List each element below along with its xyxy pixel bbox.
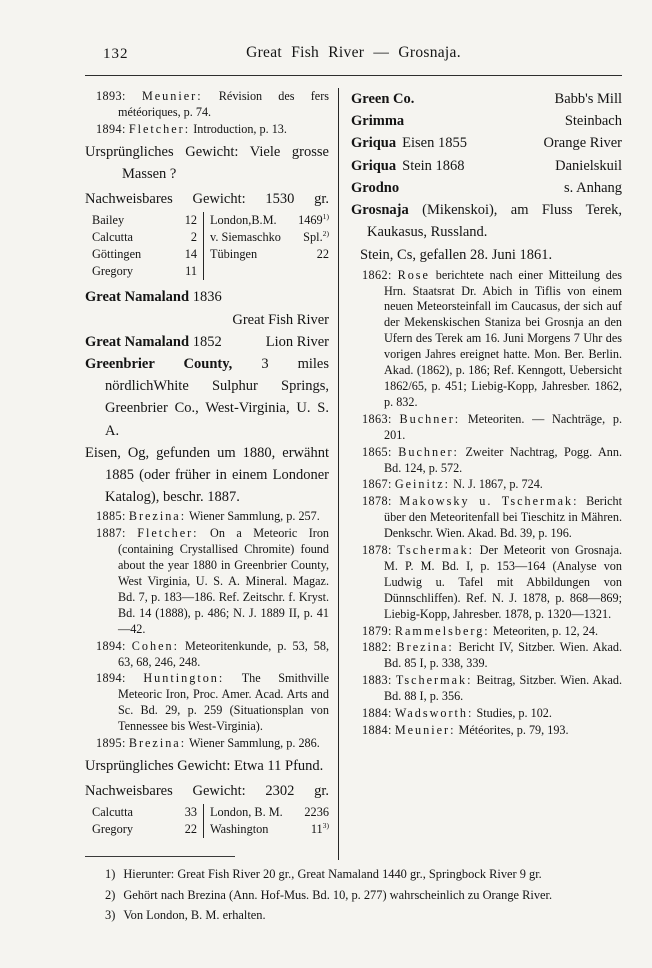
bib-year: 1883: <box>362 673 392 688</box>
bib-year: 1878: <box>362 494 392 509</box>
locality-headword: Grimma <box>351 113 405 130</box>
collection-weight: 1469$^{1)}$ <box>298 212 329 228</box>
footnote-number: 1) <box>105 867 116 881</box>
footnote-marker: 1) <box>322 212 329 222</box>
bib-entry <box>85 122 329 138</box>
bib-text: Bericht über den Meteoritenfall bei Tieschitz in Mähren. Denkschr. Wien. Akad. Bd. 39, p. 196. <box>384 494 622 541</box>
collection-name: London, B. M. <box>210 805 283 820</box>
collection-table <box>85 212 329 280</box>
locality-headline <box>85 286 329 308</box>
weight-line <box>85 141 329 185</box>
collection-weight: 14 <box>184 247 197 262</box>
locality-entry <box>351 132 622 154</box>
bib-author: Buchner: <box>398 444 459 459</box>
footnote <box>85 864 625 885</box>
page-number: 132 <box>103 46 129 62</box>
collection-weight: 12 <box>184 213 197 228</box>
locality-headline <box>351 132 467 154</box>
locality-headline <box>85 331 222 353</box>
collection-name: Calcutta <box>92 230 133 245</box>
locality-location: s. Anhang <box>564 179 622 196</box>
bib-entry <box>351 477 622 493</box>
footnote-number: 2) <box>105 887 116 902</box>
bib-text: N. J. 1867, p. 724. <box>453 477 543 492</box>
bib-entry <box>351 624 622 640</box>
collection-weight: 33 <box>184 805 197 820</box>
collection-name: Washington <box>210 822 269 837</box>
bib-author: Meunier: <box>141 89 203 103</box>
locality-headline <box>351 155 465 177</box>
locality-description: Eisen, Og, gefunden um 1880, erwähnt 1885 (oder früher in einem Londoner Katalog), beschr. 1887. <box>85 444 329 506</box>
footnote <box>85 905 625 926</box>
bib-year: 1863: <box>362 411 392 426</box>
locality-description: (Mikenskoi), am Fluss Terek, Kaukasus, Russland. <box>367 202 622 241</box>
bib-year: 1894: <box>96 638 126 653</box>
locality-qualifier: Stein 1868 <box>402 157 465 174</box>
locality-location: Babb's Mill <box>554 91 622 107</box>
locality-location: Danielskuil <box>555 157 622 174</box>
bib-text: Meteoriten, p. 12, 24. <box>492 623 598 638</box>
bib-year: 1885: <box>96 509 126 524</box>
locality-description: 3 miles nördlichWhite Sulphur Springs, Greenbrier Co., West-Virginia, U. S. A. <box>105 355 329 439</box>
weight-line <box>85 188 329 210</box>
locality-headword: Grosnaja <box>351 202 409 219</box>
collection-weight: 11 <box>185 264 197 279</box>
left-column <box>85 88 339 860</box>
running-title: Great Fish River — Grosnaja. <box>246 44 461 61</box>
bib-text: On a Meteoric Iron (containing Crystallised Chromite) found about the year 1880 in Greenbrier County, West Virginia, U. S. A. Mineral. Magaz. Bd. 7, p. 183—186. Ref. Zeitschr. f. Kryst. Bd. 14 (1888), p. 486; N. J. 1889 II, p. 41—42. <box>118 526 330 636</box>
bib-author: Rammelsberg: <box>394 623 490 638</box>
bib-text: Introduction, p. 13. <box>193 121 287 136</box>
bib-text: Der Meteorit von Grosnaja. M. P. M. Bd. I, p. 153—164 (Analyse von Ludwig u. Tafel mit Abbildungen von Dünnschliffen). Ref. N. J. 1878, p. 868—869; Liebig-Kopp, Jahresber. 1878, p. 1320—1321. <box>384 543 622 621</box>
footnote-number: 3) <box>105 908 116 923</box>
bib-entry <box>351 412 622 444</box>
locality-headline <box>351 110 404 132</box>
fall-info-line: Stein, Cs, gefallen 28. Juni 1861. <box>360 247 553 264</box>
bib-text: Beitrag, Sitzber. Wien. Akad. Bd. 88 I, p. 356. <box>384 673 622 704</box>
bib-author: Rose <box>397 267 430 282</box>
footnotes-section <box>85 856 625 926</box>
locality-location: Orange River <box>543 135 622 152</box>
locality-year: 1852 <box>192 333 222 350</box>
locality-entry <box>85 353 329 442</box>
bib-entry <box>85 526 329 637</box>
locality-entry <box>351 110 622 132</box>
bib-text: Meteoritenkunde, p. 53, 58, 63, 68, 246, 248. <box>118 638 330 669</box>
locality-headword: Griqua <box>351 157 397 174</box>
locality-entry <box>351 177 622 199</box>
bib-author: Brezina: <box>128 736 187 751</box>
bib-author: Cohen: <box>131 638 180 653</box>
table-row <box>85 821 329 838</box>
bib-text: Studies, p. 102. <box>476 706 552 721</box>
bib-text: Révision des fers météoriques, p. 74. <box>118 89 329 119</box>
footnote-text: Gehört nach Brezina (Ann. Hof-Mus. Bd. 10, p. 277) wahrscheinlich zu Orange River. <box>123 887 553 902</box>
locality-headline <box>351 88 414 110</box>
weight-label: Ursprüngliches Gewicht: <box>85 143 239 160</box>
locality-headword: Greenbrier County, <box>85 355 233 372</box>
locality-headword: Grodno <box>351 179 400 196</box>
bib-author: Tschermak: <box>395 673 473 688</box>
bib-year: 1894: <box>96 121 126 136</box>
weight-label: Ursprüngliches Gewicht: <box>85 757 231 774</box>
collection-weight: 2236 <box>304 805 329 820</box>
bib-author: Fletcher: <box>137 526 199 541</box>
weight-line <box>85 755 329 777</box>
locality-headword: Griqua <box>351 135 397 152</box>
bib-year: 1884: <box>362 706 392 721</box>
collection-name: Tübingen <box>210 247 258 262</box>
bib-author: Huntington: <box>143 671 225 686</box>
locality-headword: Great Namaland <box>85 289 190 306</box>
collection-name: Göttingen <box>92 247 142 262</box>
table-right-half <box>203 212 329 229</box>
bib-entry <box>85 671 329 735</box>
weight-label: Nachweisbares Gewicht: <box>85 783 246 800</box>
footnote-rule <box>85 856 235 857</box>
locality-headline <box>351 177 399 199</box>
locality-entry <box>85 331 329 353</box>
page-header <box>85 44 622 68</box>
collection-weight: 22 <box>184 822 197 837</box>
bib-author: Wadsworth: <box>394 706 474 721</box>
bib-entry <box>85 639 329 671</box>
footnote-marker: 2) <box>322 229 329 239</box>
bib-text: Wiener Sammlung, p. 286. <box>188 736 320 751</box>
weight-label: Nachweisbares Gewicht: <box>85 191 246 208</box>
collection-name: Gregory <box>92 822 133 837</box>
bib-year: 1867: <box>362 477 392 492</box>
header-rule <box>85 75 622 76</box>
footnote-text: Von London, B. M. erhalten. <box>123 908 266 923</box>
locality-year: 1836 <box>192 289 222 306</box>
bib-author: Buchner: <box>399 411 461 426</box>
bib-year: 1895: <box>96 736 126 751</box>
right-column <box>339 88 622 860</box>
footnote <box>85 885 625 906</box>
collection-table <box>85 804 329 838</box>
locality-headword: Great Namaland <box>85 333 190 350</box>
locality-location: Steinbach <box>564 113 622 130</box>
weight-value: 2302 gr. <box>265 783 330 800</box>
collection-name: Gregory <box>92 264 133 279</box>
bib-text: Météorites, p. 79, 193. <box>458 723 569 737</box>
collection-name: Bailey <box>92 213 125 228</box>
bib-entry <box>351 723 622 739</box>
bib-year: 1878: <box>362 543 392 558</box>
collection-weight: 22 <box>316 247 329 262</box>
locality-location: Great Fish River <box>232 311 329 328</box>
bib-text: berichtete nach einer Mitteilung des Hrn. Staatsrat Dr. Abich in Tiflis von einem neuen Meteorsteinfall im Caucasus, der sich auf der Mekenskischen Staniza bei Grosnja an den Ufern des Terek am 16. Juni Morgens 7 Uhr des vorigen Jahres ereignet hatte. Mon. Ber. Berlin. Akad. (1862), p. 186; Ref. Kenngott, Uebersicht 1862/65, p. 451; Liebig-Kopp, Jahresber. 1862, p. 832. <box>384 267 622 409</box>
bib-entry <box>351 268 622 411</box>
bib-year: 1887: <box>96 526 126 541</box>
weight-value: 1530 gr. <box>265 191 330 208</box>
table-right-half <box>203 263 329 280</box>
collection-weight: 2 <box>190 230 197 245</box>
weight-value: Etwa 11 Pfund. <box>234 757 324 774</box>
bib-author: Meunier: <box>394 723 456 737</box>
bib-entry <box>351 445 622 477</box>
table-right-half <box>203 246 329 263</box>
table-row <box>85 212 329 229</box>
bib-author: Tschermak: <box>397 543 475 558</box>
weight-value: Viele grosse Massen ? <box>122 143 329 182</box>
locality-location: Lion River <box>265 333 329 350</box>
footnote-text: Hierunter: Great Fish River 20 gr., Great Namaland 1440 gr., Springbock River 9 gr. <box>123 867 542 881</box>
bib-author: Fletcher: <box>128 121 191 136</box>
table-row <box>85 804 329 821</box>
bib-author: Brezina: <box>396 640 454 655</box>
collection-weight: 11$^{3)}$ <box>310 821 329 837</box>
bib-entry <box>85 509 329 525</box>
locality-entry <box>351 155 622 177</box>
locality-entry <box>351 88 622 110</box>
collection-name: London,B.M. <box>210 213 277 228</box>
table-right-half <box>203 229 329 246</box>
bib-year: 1894: <box>96 671 126 686</box>
collection-weight: Spl.$^{2)}$ <box>303 229 329 245</box>
bib-entry <box>351 673 622 705</box>
table-row <box>85 263 329 280</box>
bib-year: 1884: <box>362 723 392 737</box>
bib-text: Bericht IV, Sitzber. Wien. Akad. Bd. 85 I, p. 338, 339. <box>384 640 622 671</box>
bib-year: 1879: <box>362 623 392 638</box>
table-right-half <box>203 821 329 838</box>
bib-entry <box>351 706 622 722</box>
locality-entry <box>351 199 622 243</box>
table-right-half <box>203 804 329 821</box>
bib-text: Meteoriten. — Nachträge, p. 201. <box>384 411 622 442</box>
footnote-marker: 3) <box>322 821 329 831</box>
bib-text: Zweiter Nachtrag, Pogg. Ann. Bd. 124, p. 572. <box>384 444 622 475</box>
two-column-text <box>85 88 622 860</box>
locality-entry <box>85 286 329 330</box>
bib-entry <box>85 89 329 121</box>
bib-text: Wiener Sammlung, p. 257. <box>188 509 320 524</box>
bib-year: 1882: <box>362 640 392 655</box>
bib-year: 1893: <box>96 89 126 103</box>
bib-author: Geinitz: <box>394 477 451 492</box>
bib-entry <box>351 640 622 672</box>
bib-text: The Smithville Meteoric Iron, Proc. Amer. Acad. Arts and Sc. Bd. 29, p. 259 (Situationsplan von Tennessee bis West-Virginia). <box>118 671 330 734</box>
locality-headword: Green Co. <box>351 91 415 107</box>
bib-entry <box>351 543 622 623</box>
bib-entry <box>351 494 622 542</box>
bib-author: Makowsky u. Tschermak: <box>399 494 579 509</box>
bib-author: Brezina: <box>128 509 187 524</box>
table-row <box>85 229 329 246</box>
collection-name: v. Siemaschko <box>210 230 281 245</box>
weight-line <box>85 780 329 802</box>
bib-entry <box>85 736 329 752</box>
bib-year: 1865: <box>362 444 392 459</box>
bib-year: 1862: <box>362 267 392 282</box>
collection-name: Calcutta <box>92 805 133 820</box>
locality-qualifier: Eisen 1855 <box>402 135 467 152</box>
table-row <box>85 246 329 263</box>
